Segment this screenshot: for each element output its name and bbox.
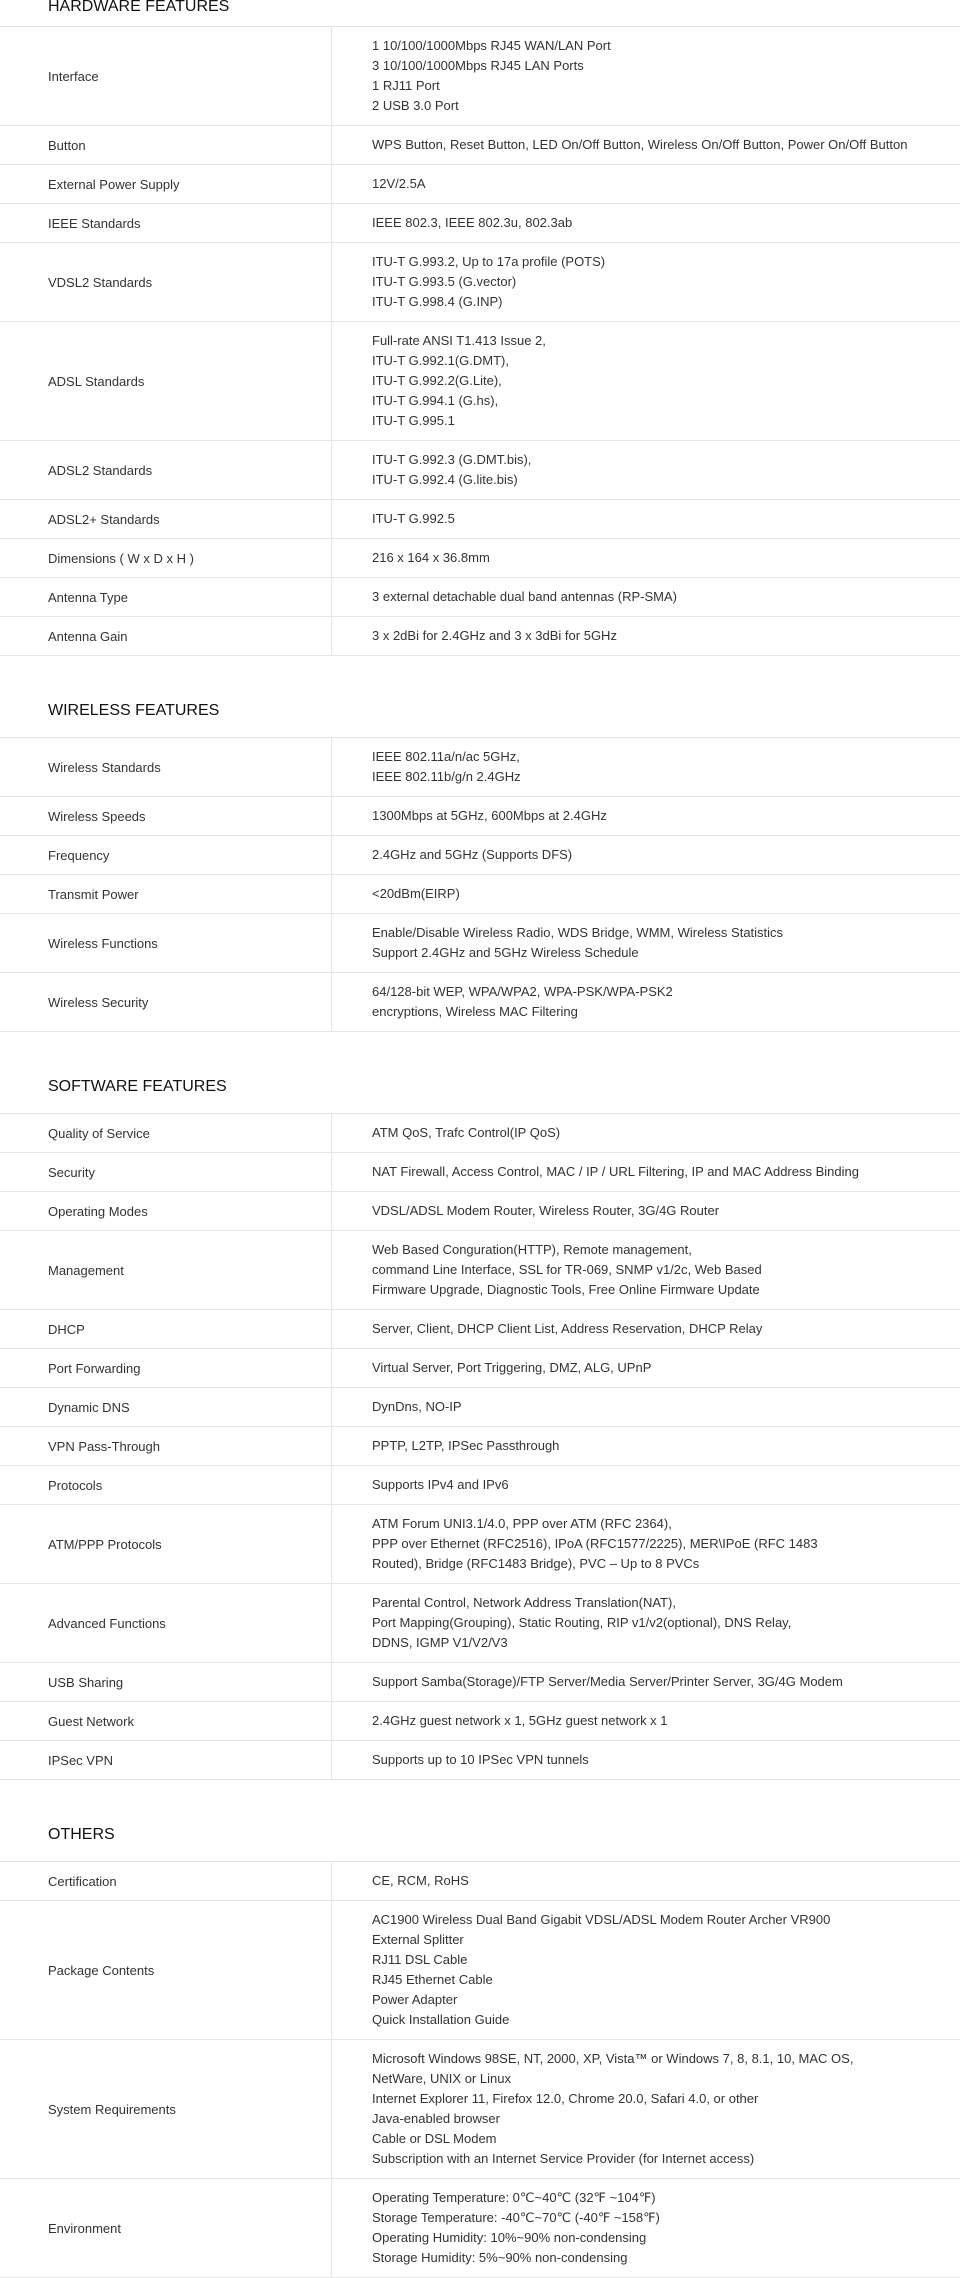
spec-value-line: ITU-T G.992.2(G.Lite),	[372, 373, 502, 388]
spec-value	[332, 441, 960, 499]
spec-row	[0, 738, 960, 797]
spec-value-line: 12V/2.5A	[372, 176, 426, 191]
spec-label: Interface	[0, 27, 332, 125]
spec-label: Antenna Type	[0, 578, 332, 616]
spec-value-line: Cable or DSL Modem	[372, 2131, 497, 2146]
spec-value	[332, 539, 960, 577]
spec-value	[332, 836, 960, 874]
spec-label: ADSL2+ Standards	[0, 500, 332, 538]
spec-row	[0, 836, 960, 875]
spec-value-line: Routed), Bridge (RFC1483 Bridge), PVC – Up to 8 PVCs	[372, 1556, 700, 1571]
spec-label: DHCP	[0, 1310, 332, 1348]
spec-value-line: ITU-T G.995.1	[372, 413, 455, 428]
spec-value-line: 2 USB 3.0 Port	[372, 98, 459, 113]
spec-value-line: ITU-T G.994.1 (G.hs),	[372, 393, 499, 408]
spec-value-line: ITU-T G.992.3 (G.DMT.bis),	[372, 452, 532, 467]
spec-value-line: Virtual Server, Port Triggering, DMZ, ALG, UPnP	[372, 1360, 652, 1375]
spec-value-line: IEEE 802.11b/g/n 2.4GHz	[372, 769, 521, 784]
spec-row	[0, 875, 960, 914]
spec-row	[0, 500, 960, 539]
spec-value	[332, 1862, 960, 1900]
spec-row	[0, 1862, 960, 1901]
spec-value-line: Operating Humidity: 10%~90% non-condensing	[372, 2230, 647, 2245]
spec-row	[0, 797, 960, 836]
spec-value-line: Quick Installation Guide	[372, 2012, 510, 2027]
spec-value-line: 1300Mbps at 5GHz, 600Mbps at 2.4GHz	[372, 808, 607, 823]
spec-row	[0, 617, 960, 656]
spec-value-line: 1 RJ11 Port	[372, 78, 440, 93]
spec-value-line: WPS Button, Reset Button, LED On/Off Button, Wireless On/Off Button, Power On/Off Button	[372, 137, 908, 152]
spec-value-line: PPTP, L2TP, IPSec Passthrough	[372, 1438, 560, 1453]
section-title: WIRELESS FEATURES	[0, 684, 960, 738]
spec-row	[0, 539, 960, 578]
spec-label: USB Sharing	[0, 1663, 332, 1701]
spec-value	[332, 2040, 960, 2178]
spec-value-line: Web Based Conguration(HTTP), Remote management,	[372, 1242, 692, 1257]
spec-row	[0, 1231, 960, 1310]
spec-row	[0, 126, 960, 165]
spec-value-line: Power Adapter	[372, 1992, 458, 2007]
spec-value-line: ITU-T G.992.4 (G.lite.bis)	[372, 472, 518, 487]
spec-label: VDSL2 Standards	[0, 243, 332, 321]
spec-value-line: Internet Explorer 11, Firefox 12.0, Chrome 20.0, Safari 4.0, or other	[372, 2091, 759, 2106]
spec-label: Wireless Standards	[0, 738, 332, 796]
spec-value	[332, 126, 960, 164]
spec-row	[0, 1702, 960, 1741]
spec-value-line: Java-enabled browser	[372, 2111, 500, 2126]
spec-value-line: CE, RCM, RoHS	[372, 1873, 469, 1888]
spec-label: Protocols	[0, 1466, 332, 1504]
spec-value	[332, 738, 960, 796]
spec-value-line: Supports IPv4 and IPv6	[372, 1477, 509, 1492]
spec-label: IPSec VPN	[0, 1741, 332, 1779]
spec-value	[332, 1584, 960, 1662]
spec-value-line: IEEE 802.3, IEEE 802.3u, 802.3ab	[372, 215, 573, 230]
spec-row	[0, 2040, 960, 2179]
spec-label: Certification	[0, 1862, 332, 1900]
spec-value-line: DynDns, NO-IP	[372, 1399, 462, 1414]
spec-row	[0, 1310, 960, 1349]
spec-value	[332, 1388, 960, 1426]
spec-label: Management	[0, 1231, 332, 1309]
spec-value-line: Full-rate ANSI T1.413 Issue 2,	[372, 333, 546, 348]
spec-value-line: RJ45 Ethernet Cable	[372, 1972, 493, 1987]
spec-row	[0, 1901, 960, 2040]
spec-value-line: ITU-T G.993.2, Up to 17a profile (POTS)	[372, 254, 606, 269]
spec-value-line: 3 10/100/1000Mbps RJ45 LAN Ports	[372, 58, 584, 73]
spec-label: Quality of Service	[0, 1114, 332, 1152]
spec-label: Frequency	[0, 836, 332, 874]
spec-label: Guest Network	[0, 1702, 332, 1740]
spec-value-line: 3 x 2dBi for 2.4GHz and 3 x 3dBi for 5GHz	[372, 628, 617, 643]
spec-value	[332, 797, 960, 835]
spec-label: Antenna Gain	[0, 617, 332, 655]
spec-value-line: NetWare, UNIX or Linux	[372, 2071, 511, 2086]
spec-value	[332, 243, 960, 321]
section-title: OTHERS	[0, 1808, 960, 1862]
spec-value-line: PPP over Ethernet (RFC2516), IPoA (RFC1577/2225), MER\IPoE (RFC 1483	[372, 1536, 818, 1551]
spec-row	[0, 1349, 960, 1388]
spec-row	[0, 1584, 960, 1663]
spec-label: Dynamic DNS	[0, 1388, 332, 1426]
spec-value	[332, 2179, 960, 2277]
spec-label: Environment	[0, 2179, 332, 2277]
spec-row	[0, 165, 960, 204]
spec-value-line: IEEE 802.11a/n/ac 5GHz,	[372, 749, 520, 764]
spec-value	[332, 1349, 960, 1387]
spec-label: Dimensions ( W x D x H )	[0, 539, 332, 577]
spec-value-line: Microsoft Windows 98SE, NT, 2000, XP, Vista™ or Windows 7, 8, 8.1, 10, MAC OS,	[372, 2051, 854, 2066]
spec-value	[332, 500, 960, 538]
spec-value-line: Subscription with an Internet Service Provider (for Internet access)	[372, 2151, 755, 2166]
spec-value	[332, 1663, 960, 1701]
spec-label: Package Contents	[0, 1901, 332, 2039]
spec-value-line: Storage Humidity: 5%~90% non-condensing	[372, 2250, 628, 2265]
spec-value-line: Supports up to 10 IPSec VPN tunnels	[372, 1752, 589, 1767]
spec-row	[0, 1663, 960, 1702]
spec-value-line: VDSL/ADSL Modem Router, Wireless Router, 3G/4G Router	[372, 1203, 720, 1218]
spec-value-line: Enable/Disable Wireless Radio, WDS Bridge, WMM, Wireless Statistics	[372, 925, 784, 940]
spec-label: ADSL2 Standards	[0, 441, 332, 499]
spec-value-line: 64/128-bit WEP, WPA/WPA2, WPA-PSK/WPA-PSK2	[372, 984, 673, 999]
spec-value-line: Operating Temperature: 0℃~40℃ (32℉ ~104℉)	[372, 2190, 656, 2205]
spec-value	[332, 578, 960, 616]
spec-row	[0, 204, 960, 243]
spec-value	[332, 1505, 960, 1583]
spec-value-line: DDNS, IGMP V1/V2/V3	[372, 1635, 508, 1650]
spec-value	[332, 1702, 960, 1740]
spec-value-line: Parental Control, Network Address Translation(NAT),	[372, 1595, 676, 1610]
spec-value	[332, 1231, 960, 1309]
spec-value-line: ATM QoS, Trafc Control(IP QoS)	[372, 1125, 561, 1140]
spec-value	[332, 1114, 960, 1152]
section-wireless-features	[0, 684, 960, 1032]
spec-label: Wireless Security	[0, 973, 332, 1031]
spec-label: External Power Supply	[0, 165, 332, 203]
spec-label: Security	[0, 1153, 332, 1191]
spec-value-line: ITU-T G.992.1(G.DMT),	[372, 353, 509, 368]
spec-value-line: Support 2.4GHz and 5GHz Wireless Schedule	[372, 945, 639, 960]
spec-value	[332, 1153, 960, 1191]
spec-value	[332, 165, 960, 203]
spec-value-line: ITU-T G.992.5	[372, 511, 455, 526]
section-hardware-features	[0, 0, 960, 656]
spec-value-line: ATM Forum UNI3.1/4.0, PPP over ATM (RFC 2364),	[372, 1516, 672, 1531]
spec-value	[332, 204, 960, 242]
spec-value-line: Port Mapping(Grouping), Static Routing, RIP v1/v2(optional), DNS Relay,	[372, 1615, 792, 1630]
spec-label: IEEE Standards	[0, 204, 332, 242]
spec-row	[0, 243, 960, 322]
spec-row	[0, 1466, 960, 1505]
spec-value-line: 2.4GHz and 5GHz (Supports DFS)	[372, 847, 573, 862]
spec-label: Port Forwarding	[0, 1349, 332, 1387]
spec-row	[0, 1505, 960, 1584]
spec-row	[0, 2179, 960, 2278]
spec-value-line: Firmware Upgrade, Diagnostic Tools, Free Online Firmware Update	[372, 1282, 760, 1297]
spec-value	[332, 914, 960, 972]
spec-value-line: RJ11 DSL Cable	[372, 1952, 468, 1967]
spec-label: Advanced Functions	[0, 1584, 332, 1662]
spec-value-line: ITU-T G.998.4 (G.INP)	[372, 294, 503, 309]
spec-value	[332, 1901, 960, 2039]
spec-label: Wireless Functions	[0, 914, 332, 972]
spec-row	[0, 1192, 960, 1231]
spec-value-line: 2.4GHz guest network x 1, 5GHz guest network x 1	[372, 1713, 668, 1728]
spec-value-line: command Line Interface, SSL for TR-069, SNMP v1/2c, Web Based	[372, 1262, 762, 1277]
spec-row	[0, 578, 960, 617]
spec-value-line: 3 external detachable dual band antennas (RP-SMA)	[372, 589, 677, 604]
spec-value	[332, 27, 960, 125]
spec-label: VPN Pass-Through	[0, 1427, 332, 1465]
spec-row	[0, 1114, 960, 1153]
spec-value	[332, 1741, 960, 1779]
spec-value-line: Storage Temperature: -40℃~70℃ (-40℉ ~158℉)	[372, 2210, 660, 2225]
spec-value-line: 216 x 164 x 36.8mm	[372, 550, 490, 565]
spec-value	[332, 617, 960, 655]
section-title: SOFTWARE FEATURES	[0, 1060, 960, 1114]
spec-value-line: External Splitter	[372, 1932, 464, 1947]
spec-value-line: NAT Firewall, Access Control, MAC / IP / URL Filtering, IP and MAC Address Binding	[372, 1164, 859, 1179]
spec-value-line: <20dBm(EIRP)	[372, 886, 460, 901]
spec-label: ATM/PPP Protocols	[0, 1505, 332, 1583]
spec-row	[0, 1153, 960, 1192]
spec-row	[0, 441, 960, 500]
spec-value	[332, 1192, 960, 1230]
spec-value	[332, 875, 960, 913]
spec-value	[332, 973, 960, 1031]
spec-label: Operating Modes	[0, 1192, 332, 1230]
spec-row	[0, 322, 960, 441]
spec-value	[332, 1466, 960, 1504]
spec-row	[0, 914, 960, 973]
section-software-features	[0, 1060, 960, 1780]
spec-row	[0, 1741, 960, 1780]
spec-label: ADSL Standards	[0, 322, 332, 440]
section-title: HARDWARE FEATURES	[0, 0, 960, 27]
section-others	[0, 1808, 960, 2278]
spec-value-line: encryptions, Wireless MAC Filtering	[372, 1004, 578, 1019]
spec-label: System Requirements	[0, 2040, 332, 2178]
spec-label: Wireless Speeds	[0, 797, 332, 835]
spec-value	[332, 322, 960, 440]
spec-row	[0, 27, 960, 126]
spec-value	[332, 1427, 960, 1465]
spec-value-line: ITU-T G.993.5 (G.vector)	[372, 274, 517, 289]
spec-row	[0, 1388, 960, 1427]
spec-value-line: Support Samba(Storage)/FTP Server/Media Server/Printer Server, 3G/4G Modem	[372, 1674, 843, 1689]
spec-row	[0, 1427, 960, 1466]
spec-label: Transmit Power	[0, 875, 332, 913]
spec-value-line: 1 10/100/1000Mbps RJ45 WAN/LAN Port	[372, 38, 611, 53]
spec-value-line: AC1900 Wireless Dual Band Gigabit VDSL/ADSL Modem Router Archer VR900	[372, 1912, 831, 1927]
spec-row	[0, 973, 960, 1032]
spec-value	[332, 1310, 960, 1348]
spec-label: Button	[0, 126, 332, 164]
spec-value-line: Server, Client, DHCP Client List, Address Reservation, DHCP Relay	[372, 1321, 763, 1336]
